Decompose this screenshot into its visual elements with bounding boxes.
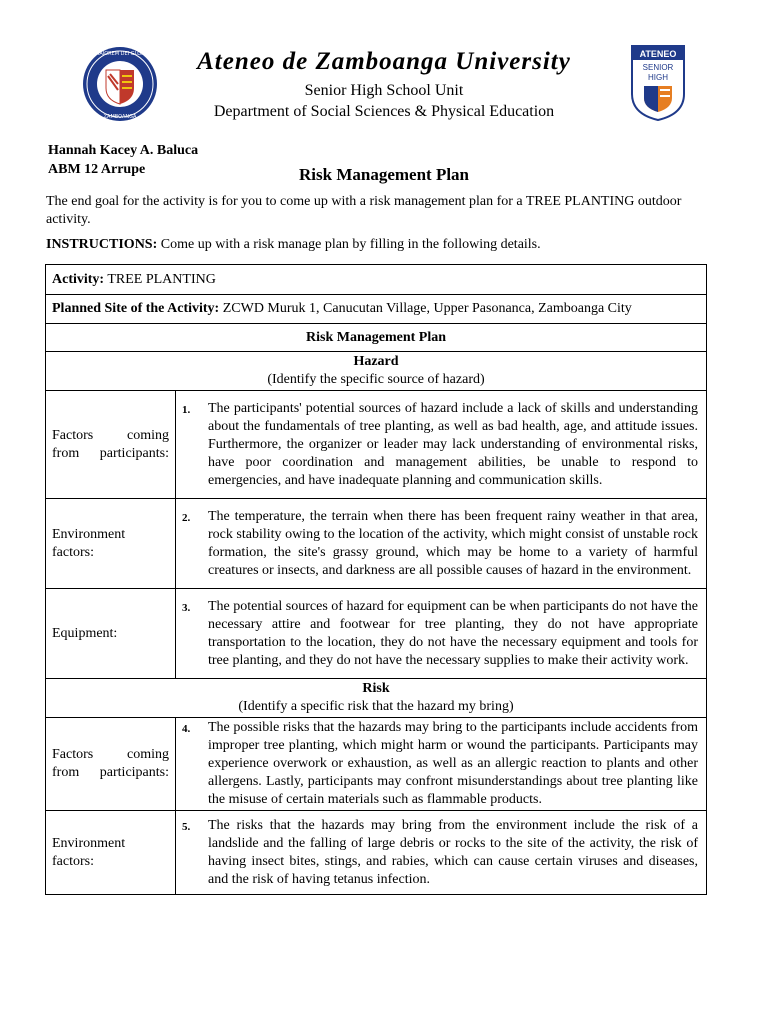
instructions-text: Come up with a risk manage plan by filling in the following details.: [157, 237, 541, 252]
department-name: Department of Social Sciences & Physical Education: [213, 103, 555, 120]
site-value: ZCWD Muruk 1, Canucutan Village, Upper Pasonanca, Zamboanga City: [219, 301, 632, 316]
hazard-subheading: (Identify the specific source of hazard): [267, 372, 485, 387]
student-name: Hannah Kacey A. Baluca: [48, 143, 199, 158]
hazard-factor-2: Environment factors:: [52, 526, 126, 560]
risk-num-1: 4.: [182, 723, 191, 735]
risk-subheading: (Identify a specific risk that the hazard my bring): [238, 699, 514, 714]
hazard-factor-1: Factors coming from participants:: [52, 427, 169, 461]
plan-heading: Risk Management Plan: [306, 329, 446, 345]
hazard-num-1: 1.: [182, 403, 191, 416]
risk-heading: Risk: [362, 681, 390, 696]
activity-value: TREE PLANTING: [104, 271, 216, 287]
risk-text-1: The possible risks that the hazards may bring to the participants include accidents from improper tree planting, which might harm or wound the participants. Participants may experience overwork or exhaustion, as well as an allergic reaction to plants and other allergens. Lastly, participants may confront misunderstandings about tree planting like the misuse of certain materials such as flammable products.: [208, 720, 698, 807]
risk-num-2: 5.: [182, 821, 191, 833]
hazard-num-3: 3.: [182, 601, 191, 614]
risk-row-1: [46, 718, 707, 811]
risk-row-2: [46, 811, 707, 895]
site-label: Planned Site of the Activity:: [52, 301, 220, 316]
student-section: ABM 12 Arrupe: [48, 162, 146, 177]
hazard-row-3: [46, 589, 707, 679]
risk-plan-table: [45, 264, 707, 895]
hazard-row-1: [46, 391, 707, 499]
instructions-paragraph: [46, 236, 726, 254]
site-row: [46, 295, 707, 324]
university-name: Ateneo de Zamboanga University: [197, 48, 571, 75]
unit-name: Senior High School Unit: [304, 82, 464, 99]
hazard-text-2: The temperature, the terrain when there has been frequent rainy weather in that area, rock stability owing to the location of the activity, which might consist of unstable rock formation, the site's grassy ground, which may be home to a variety of harmful creatures or insects, and darkness are all possible causes of hazard in the environment.: [208, 508, 698, 578]
svg-text:AD MAIOREM DEI GLORIAM: AD MAIOREM DEI GLORIAM: [86, 51, 154, 57]
svg-text:SENIOR: SENIOR: [642, 63, 674, 72]
activity-label: Activity:: [52, 271, 105, 287]
hazard-text-1: The participants' potential sources of hazard include a lack of skills and understanding about the fundamentals of tree planting, as well as bad health, age, and attitude issues. Furthermore, the organizer or leader may lack understanding of environmental risks, have poor coordination and management abilities, be unable to respond to emergencies, and have inadequate planning and communication skills.: [208, 400, 698, 488]
hazard-text-3: The potential sources of hazard for equipment can be when participants do not have the necessary attire and footwear for tree planting, they do not have appropriate transportation to the location, they do not have the necessary equipment and tools for tree planting, and they do not have the necessary supplies to make their activity work.: [208, 598, 698, 668]
hazard-row-2: [46, 499, 707, 589]
activity-row: [46, 265, 707, 295]
intro-paragraph: The end goal for the activity is for you to come up with a risk management plan for a TREE PLANTING outdoor activity.: [46, 194, 682, 227]
svg-text:ZAMBOANGA: ZAMBOANGA: [103, 114, 137, 120]
hazard-num-2: 2.: [182, 511, 191, 524]
risk-heading-row: [46, 679, 707, 718]
document-title: Risk Management Plan: [299, 165, 469, 184]
risk-text-2: The risks that the hazards may bring from the environment include the risk of a landslide and the falling of large debris or rocks to the site of the activity, the risk of having insect bites, stings, and rabies, which can cause certain viruses and diseases, and the risk of having tetanus infection.: [208, 818, 698, 887]
hazard-factor-3: Equipment:: [52, 625, 118, 641]
svg-text:ATENEO: ATENEO: [639, 49, 677, 59]
risk-factor-2: Environment factors:: [52, 835, 126, 869]
svg-text:HIGH: HIGH: [648, 73, 668, 82]
risk-factor-1: Factors coming from participants:: [52, 747, 169, 780]
hazard-heading: Hazard: [353, 354, 399, 369]
plan-heading-row: [46, 324, 707, 352]
instructions-label: INSTRUCTIONS:: [46, 237, 158, 252]
hazard-heading-row: [46, 352, 707, 391]
